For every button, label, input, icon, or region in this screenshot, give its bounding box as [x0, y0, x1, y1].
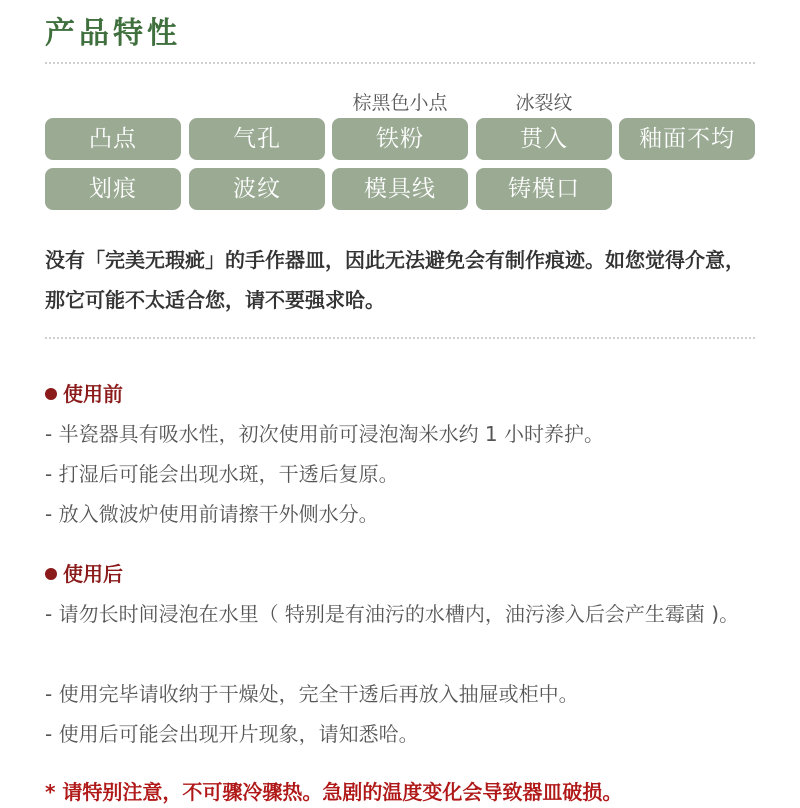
tag-item [476, 118, 612, 160]
section-heading-before-use [45, 380, 123, 408]
care-line: - 半瓷器具有吸水性，初次使用前可浸泡淘米水约 1 小时养护。 [45, 422, 605, 446]
tag-item [332, 118, 468, 160]
tag-label: 模具线 [332, 168, 468, 210]
tag-item [476, 168, 612, 210]
care-line: - 放入微波炉使用前请擦干外侧水分。 [45, 502, 379, 526]
warning-text: * 请特别注意，不可骤冷骤热。急剧的温度变化会导致器皿破损。 [45, 780, 623, 804]
tag-label: 铸模口 [476, 168, 612, 210]
handmade-notice: 没有「完美无瑕疵」的手作器皿，因此无法避免会有制作痕迹。如您觉得介意，那它可能不太适合您，请不要强求哈。 [45, 248, 745, 312]
tag-label: 凸点 [45, 118, 181, 160]
care-line: - 请勿长时间浸泡在水里（ 特别是有油污的水槽内，油污渗入后会产生霉菌 )。 [45, 602, 740, 626]
tag-label: 气孔 [189, 118, 325, 160]
tag-item [45, 168, 181, 210]
bullet-dot-icon [45, 568, 57, 580]
tag-item [619, 118, 755, 160]
tag-item [45, 118, 181, 160]
divider [45, 337, 755, 339]
section-heading-after-use [45, 560, 123, 588]
tag-item [189, 118, 325, 160]
tag-label: 划痕 [45, 168, 181, 210]
tag-label: 釉面不均 [619, 118, 755, 160]
care-line: - 使用完毕请收纳于干燥处，完全干透后再放入抽屉或柜中。 [45, 682, 579, 706]
divider [45, 62, 755, 64]
tag-item [189, 168, 325, 210]
tag-label: 贯入 [476, 118, 612, 160]
section-heading-label: 使用前 [63, 382, 123, 406]
section-heading-label: 使用后 [63, 562, 123, 586]
tag-label: 铁粉 [332, 118, 468, 160]
bullet-dot-icon [45, 388, 57, 400]
care-line: - 打湿后可能会出现水斑，干透后复原。 [45, 462, 399, 486]
page-title: 产品特性 [45, 16, 181, 51]
care-line: - 使用后可能会出现开片现象，请知悉哈。 [45, 722, 419, 746]
tag-annotation-guanru: 冰裂纹 [515, 92, 573, 114]
tag-label: 波纹 [189, 168, 325, 210]
tag-annotation-tiefen: 棕黑色小点 [352, 92, 448, 114]
tag-item [332, 168, 468, 210]
